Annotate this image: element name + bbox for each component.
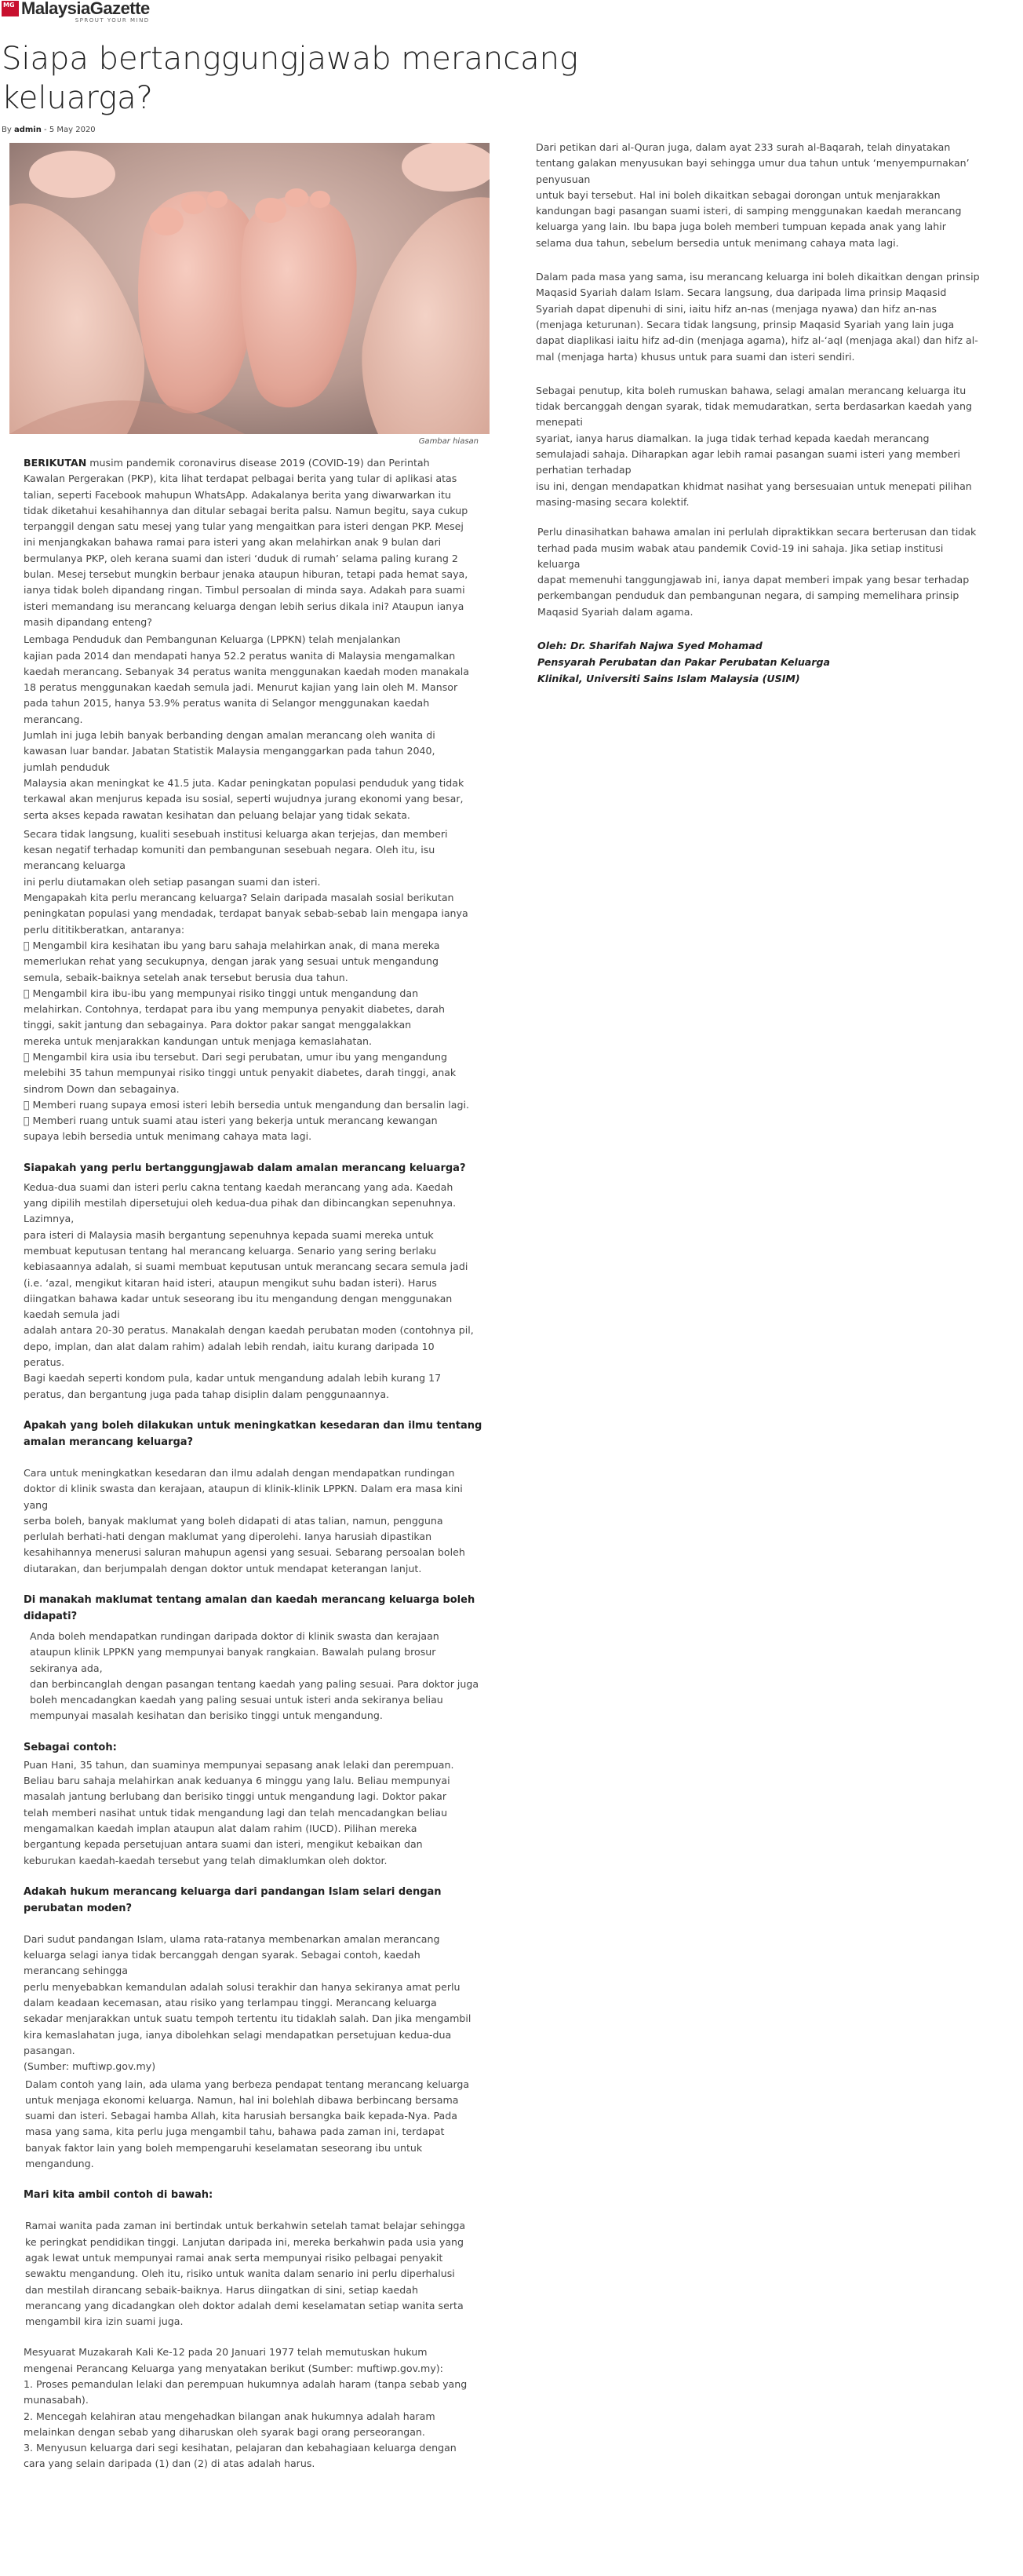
paragraph-responsibility: Kedua-dua suami dan isteri perlu cakna tentang kaedah merancang yang ada. Kaedah yang dipilih mestilah dipersetujui oleh kedua-dua pihak dan dibincangkan sepenuhnya. Lazimnya, para isteri di Malaysia masih bergantung sepenuhnya kepada suami mereka untuk membuat keputusan tentang hal merancang keluarga. Senario yang sering berlaku kebiasaannya adalah, si suami membuat keputusan untuk merancang secara semula jadi (i.e. ‘azal, mengikut kitaran haid isteri, ataupun mengikut suhu badan isteri). Harus diingatkan bahawa kadar untuk seseorang ibu itu mengandung dengan menggunakan kaedah semula jadi adalah antara 20-30 peratus. Manakalah dengan kaedah perubatan moden (contohnya pil, depo, implan, dan alat dalam rahim) adalah lebih rendah, iaitu kurang daripada 10 peratus. Bagi kaedah seperti kondom pula, kadar untuk mengandung adalah lebih kurang 17 peratus, dan bergantung juga pada tahap disiplin dalam penggunaannya.: [24, 1180, 474, 1400]
heading-case: Mari kita ambil contoh di bawah:: [24, 2189, 213, 2202]
site-logo[interactable]: [2, 0, 150, 30]
heading-example: Sebagai contoh:: [24, 1741, 117, 1753]
paragraph-quran: Dari petikan dari al-Quran juga, dalam ayat 233 surah al-Baqarah, telah dinyatakan tentang galakan menyusukan bayi sehingga umur dua tahun untuk ‘menyempurnakan’ penyusuan untuk bayi tersebut. Hal ini boleh dikaitkan sebagai dorongan untuk menjarakkan kandungan bagi pasangan suami isteri, di samping menggunakan kaedah merancang keluarga yang lain. Ibu bapa juga boleh memberi tumpuan kepada anak yang lahir selama dua tahun, sebelum bersedia untuk menimang cahaya mata lagi.: [536, 141, 970, 249]
site-name: MalaysiaGazette: [21, 0, 150, 18]
heading-responsibility: Siapakah yang perlu bertanggungjawab dalam amalan merancang keluarga?: [24, 1162, 466, 1174]
byline: [2, 126, 96, 134]
article-body-right: [536, 140, 988, 687]
byline-prefix: By: [2, 126, 12, 134]
logo-badge: MG: [2, 1, 19, 16]
paragraph-case: Ramai wanita pada zaman ini bertindak untuk berkahwin setelah tamat belajar sehingga ke peringkat pendidikan tinggi. Lanjutan daripada ini, mereka berkahwin pada usia yang agak lewat untuk mempunyai ramai anak serta mempunyai risiko pelbagai penyakit sewaktu mengandung. Oleh itu, risiko untuk wanita dalam senario ini perlu diperhalusi dan mestilah dirancang sebaik-baiknya. Harus diingatkan di sini, setiap kaedah merancang yang dicadangkan oleh doktor adalah demi keselamatan setiap wanita serta mengambil kira izin suami juga.: [25, 2220, 466, 2328]
hero-image: [9, 143, 490, 434]
paragraph-maqasid: Dalam pada masa yang sama, isu merancang keluarga ini boleh dikaitkan dengan prinsip Maqasid Syariah dalam Islam. Secara langsung, dua daripada lima prinsip Maqasid Syariah dapat dipenuhi di sini, iaitu hifz an-nas (menjaga nyawa) dan hifz an-nas (menjaga keturunan). Secara tidak langsung, prinsip Maqasid Syariah yang lain juga dapat diaplikasi iaitu hifz ad-din (menjaga agama), hifz al-‘aql (menjaga akal) dan hifz al- mal (menjaga harta) khusus untuk para suami dan isteri sendiri.: [536, 271, 980, 363]
site-tagline: SPROUT YOUR MIND: [75, 17, 150, 24]
intro-lead: BERIKUTAN: [24, 457, 87, 469]
image-caption: Gambar hiasan: [418, 437, 479, 446]
logo-text: [21, 0, 150, 24]
heading-awareness: Apakah yang boleh dilakukan untuk meningkatkan kesedaran dan ilmu tentang amalan merancang keluarga?: [24, 1419, 482, 1448]
paragraph-advice: Perlu dinasihatkan bahawa amalan ini perlulah dipraktikkan secara berterusan dan tidak terhad pada musim wabak atau pandemik Covid-19 ini sahaja. Jika setiap institusi keluarga dapat memenuhi tanggungjawab ini, ianya dapat memberi impak yang besar terhadap perkembangan penduduk dan pembangunan negara, di samping memelihara prinsip Maqasid Syariah dalam agama.: [537, 526, 977, 618]
paragraph-awareness: Cara untuk meningkatkan kesedaran dan ilmu adalah dengan mendapatkan rundingan doktor di klinik swasta dan kerajaan, ataupun di klinik-klinik LPPKN. Dalam era masa kini yang serba boleh, banyak maklumat yang boleh didapati di atas talian, namun, pengguna perlulah berhati-hati dengan maklumat yang diperolehi. Ianya harusiah dipastikan kesahihannya menerusi saluran mahupun agensi yang sesuai. Sebarang persoalan boleh diutarakan, dan berjumpalah dengan doktor untuk mendapat keterangan lanjut.: [24, 1466, 465, 1574]
paragraph-information: Anda boleh mendapatkan rundingan daripada doktor di klinik swasta dan kerajaan ataupun klinik LPPKN yang mempunyai banyak rangkaian. Bawalah pulang brosur sekiranya ada, dan berbincanglah dengan pasangan tentang kaedah yang paling sesuai. Para doktor juga boleh mencadangkan kaedah yang paling sesuai untuk isteri anda sekiranya beliau mempunyai masalah kesihatan dan berisiko tinggi untuk mengandung.: [30, 1630, 479, 1722]
publish-date: 5 May 2020: [49, 126, 96, 134]
intro-paragraph: [24, 455, 485, 630]
heading-information: Di manakah maklumat tentang amalan dan kaedah merancang keluarga boleh didapati?: [24, 1594, 475, 1622]
paragraph-example: Puan Hani, 35 tahun, dan suaminya mempunyai sepasang anak lelaki dan perempuan. Beliau baru sahaja melahirkan anak keduanya 6 minggu yang lalu. Beliau mempunyai masalah jantung berlubang dan berisiko tinggi untuk mengandung lagi. Doktor pakar telah memberi nasihat untuk tidak mengandung lagi dan telah mencadangkan beliau mengamalkan kaedah implan ataupun alat dalam rahim (IUCD). Pilihan mereka bergantung kepada persetujuan antara suami dan isteri, mengikut kebaikan dan keburukan kaedah-kaedah tersebut yang telah dimaklumkan oleh doktor.: [24, 1758, 454, 1866]
byline-separator: -: [44, 126, 49, 134]
paragraph-reasons: Secara tidak langsung, kualiti sesebuah institusi keluarga akan terjejas, dan memberi kesan negatif terhadap komuniti dan pembangunan sesebuah negara. Oleh itu, isu merancang keluarga ini perlu diutamakan oleh setiap pasangan suami dan isteri. Mengapakah kita perlu merancang keluarga? Selain daripada masalah sosial berikutan peningkatan populasi yang mendadak, terdapat banyak sebab-sebab lain mengapa ianya perlu dititikberatkan, antaranya: Mengambil kira kesihatan ibu yang baru sahaja melahirkan anak, di mana mereka memerlukan rehat yang secukupnya, dengan jarak yang sesuai untuk mengandung semula, sebaik-baiknya setelah anak tersebut berusia dua tahun. Mengambil kira ibu-ibu yang mempunyai risiko tinggi untuk mengandung dan melahirkan. Contohnya, terdapat para ibu yang mempunya penyakit diabetes, darah tinggi, sakit jantung dan sebagainya. Para doktor pakar sangat menggalakkan mereka untuk menjarakkan kandungan untuk menjaga kemaslahatan. Mengambil kira usia ibu tersebut. Dari segi perubatan, umur ibu yang mengandung melebihi 35 tahun mempunyai risiko tinggi untuk penyakit diabetes, darah tinggi, anak sindrom Down dan sebagainya. Memberi ruang supaya emosi isteri lebih bersedia untuk mengandung dan bersalin lagi. Memberi ruang untuk suami atau isteri yang bekerja untuk merancang kewangan supaya lebih bersedia untuk menimang cahaya mata lagi.: [24, 827, 468, 1143]
intro-text: musim pandemik coronavirus disease 2019 (COVID-19) dan Perintah Kawalan Pergerakan (PKP), kita lihat terdapat pelbagai berita yang tular di aplikasi atas talian, seperti Facebook mahupun WhatsApp. Adakalanya berita yang diwarwarkan itu tidak diketahui kesahihannya dan ditular sebagai berita palsu. Namun begitu, saya cukup terpanggil dengan satu mesej yang tular yang mengaitkan para isteri dengan PKP. Mesej ini menjangkakan bahawa ramai para isteri yang akan melahirkan anak 9 bulan dari bermulanya PKP, oleh kerana suami dan isteri ‘duduk di rumah’ selama paling kurang 2 bulan. Mesej tersebut mungkin berbaur jenaka ataupun hiburan, tetapi pada hemat saya, ianya tidak boleh dipandang ringan. Timbul persoalan di minda saya. Adakah para suami isteri memandang isu merancang keluarga dengan lebih serius dikala ini? Ataupun ianya masih dipandang enteng?: [24, 457, 468, 628]
baby-feet-photo: [9, 143, 490, 434]
author-link[interactable]: admin: [13, 126, 42, 134]
article-body-left: [24, 455, 485, 2472]
article-title: Siapa bertanggungjawab merancang keluarga?: [2, 41, 579, 116]
heading-islam: Adakah hukum merancang keluarga dari pandangan Islam selari dengan perubatan moden?: [24, 1885, 442, 1914]
paragraph-economy: Dalam contoh yang lain, ada ulama yang berbeza pendapat tentang merancang keluarga untuk menjaga ekonomi keluarga. Namun, hal ini bolehlah dibawa berbincang bersama suami dan isteri. Sebagai hamba Allah, kita harusiah bersangka baik kepada-Nya. Pada masa yang sama, kita perlu juga mengambil tahu, bahawa pada zaman ini, terdapat banyak faktor lain yang boleh mempengaruhi keselamatan seseorang ibu untuk mengandung.: [25, 2078, 470, 2170]
paragraph-islam: Dari sudut pandangan Islam, ulama rata-ratanya membenarkan amalan merancang keluarga selagi ianya tidak bercanggah dengan syarak. Sebagai contoh, kaedah merancang sehingga perlu menyebabkan kemandulan adalah solusi terakhir dan hanya sekiranya amat perlu dalam keadaan kecemasan, atau risiko yang terlampau tinggi. Merancang keluarga sekadar menjarakkan untuk suatu tempoh tertentu itu tidaklah salah. Dan jika mengambil kira kemaslahatan juga, ianya dibolehkan selagi mendapatkan persetujuan kedua-dua pasangan. (Sumber: muftiwp.gov.my): [24, 1932, 471, 2073]
author-signature: Oleh: Dr. Sharifah Najwa Syed Mohamad Pensyarah Perubatan dan Pakar Perubatan Keluarga Klinikal, Universiti Sains Islam Malaysia (USIM): [537, 640, 831, 685]
paragraph-conclusion: Sebagai penutup, kita boleh rumuskan bahawa, selagi amalan merancang keluarga itu tidak bercanggah dengan syarak, tidak memudaratkan, serta berdasarkan kaedah yang menepati syariat, ianya harus diamalkan. Ia juga tidak terhad kepada kaedah merancang semulajadi sahaja. Diharapkan agar lebih ramai pasangan suami isteri yang memberi perhatian terhadap isu ini, dengan mendapatkan khidmat nasihat yang bersesuaian untuk menepati pilihan masing-masing secara kolektif.: [536, 384, 972, 508]
paragraph-muzakarah: Mesyuarat Muzakarah Kali Ke-12 pada 20 Januari 1977 telah memutuskan hukum mengenai Perancang Keluarga yang menyatakan berikut (Sumber: muftiwp.gov.my): 1. Proses pemandulan lelaki dan perempuan hukumnya adalah haram (tanpa sebab yang munasabah). 2. Mencegah kelahiran atau mengehadkan bilangan anak hukumnya adalah haram melainkan dengan sebab yang diharuskan oleh syarak bagi orang perseorangan. 3. Menyusun keluarga dari segi kesihatan, pelajaran dan kebahagiaan keluarga dengan cara yang selain daripada (1) dan (2) di atas adalah harus.: [24, 2346, 468, 2470]
paragraph-lppkn: Lembaga Penduduk dan Pembangunan Keluarga (LPPKN) telah menjalankan kajian pada 2014 dan mendapati hanya 52.2 peratus wanita di Malaysia mengamalkan kaedah merancang. Sebanyak 34 peratus wanita menggunakan kaedah moden manakala 18 peratus menggunakan kaedah semula jadi. Menurut kajian yang lain oleh M. Mansor pada tahun 2015, hanya 53.9% peratus wanita di Selangor menggunakan kaedah merancang. Jumlah ini juga lebih banyak berbanding dengan amalan merancang oleh wanita di kawasan luar bandar. Jabatan Statistik Malaysia menganggarkan pada tahun 2040, jumlah penduduk Malaysia akan meningkat ke 41.5 juta. Kadar peningkatan populasi penduduk yang tidak terkawal akan menjurus kepada isu sosial, seperti wujudnya jurang ekonomi yang besar, serta akses kepada rawatan kesihatan dan peluang belajar yang tidak sekata.: [24, 633, 470, 821]
